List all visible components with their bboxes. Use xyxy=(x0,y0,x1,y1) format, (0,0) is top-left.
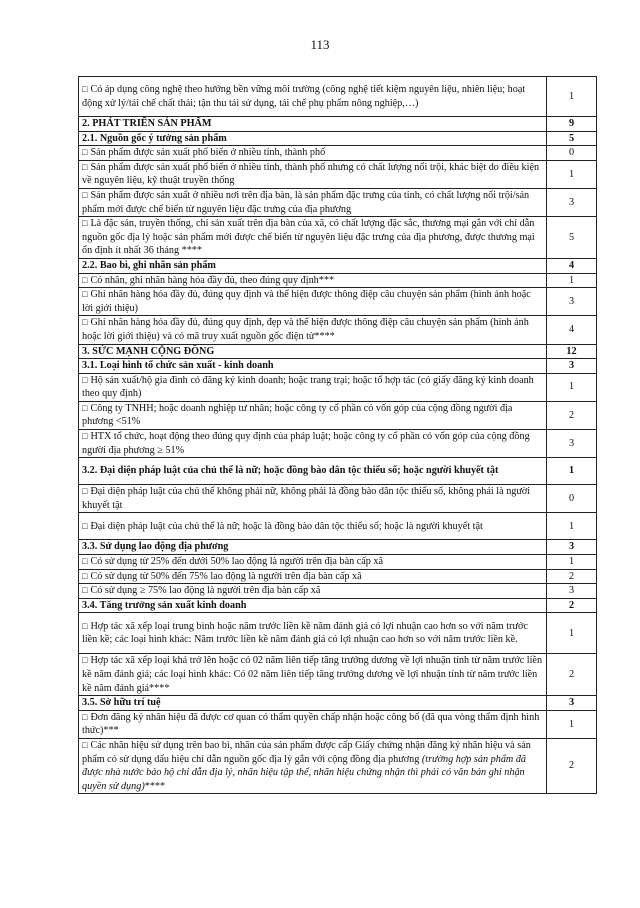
criterion-row xyxy=(79,217,597,259)
score-cell: 1 xyxy=(547,273,597,288)
criterion-text xyxy=(79,316,547,344)
criterion-text xyxy=(79,613,547,654)
score-cell: 1 xyxy=(547,613,597,654)
criterion-text xyxy=(79,555,547,570)
section-row xyxy=(79,344,597,359)
score-cell: 3 xyxy=(547,430,597,458)
criterion-text xyxy=(79,146,547,161)
score-cell: 9 xyxy=(547,117,597,132)
criterion-label: HTX tổ chức, hoạt động theo đúng quy định của pháp luật; hoặc công ty cổ phần có vốn góp của cộng đồng người địa phương ≥ 51% xyxy=(82,431,530,456)
checkbox-icon: □ xyxy=(82,83,88,94)
score-cell: 1 xyxy=(547,77,597,117)
subsection-row xyxy=(79,258,597,273)
subsection-row xyxy=(79,598,597,613)
criterion-note: (trường hợp sản phẩm đã được nhà nước bảo hộ chỉ dẫn địa lý, nhãn hiệu tập thể, nhãn hiệu chứng nhận thì phải có văn bản ghi nhận quyền sử dụng) xyxy=(82,753,527,792)
checkbox-icon: □ xyxy=(82,218,88,229)
criterion-label: 2. PHÁT TRIỂN SẢN PHẨM xyxy=(82,118,212,129)
criterion-text xyxy=(79,540,547,555)
criterion-row xyxy=(79,485,597,513)
criterion-text xyxy=(79,258,547,273)
criterion-label: 3. SỨC MẠNH CỘNG ĐỒNG xyxy=(82,345,215,357)
criterion-row xyxy=(79,654,597,696)
criterion-label: Có sử dụng từ 50% đến 75% lao động là người trên địa bàn cấp xã xyxy=(90,570,362,582)
checkbox-icon: □ xyxy=(82,711,88,722)
criterion-text xyxy=(79,77,547,117)
checkbox-icon: □ xyxy=(82,486,88,497)
checkbox-icon: □ xyxy=(82,289,88,300)
criterion-row xyxy=(79,288,597,316)
subsection-row xyxy=(79,458,597,485)
score-cell: 3 xyxy=(547,359,597,374)
criterion-label: Sản phẩm được sản xuất ở nhiều nơi trên địa bàn, là sản phẩm đặc trưng của tỉnh, có chất lượng nổi trội/sản phẩm mới được chế biến từ nguyên liệu đặc trưng của địa phương xyxy=(82,189,530,215)
criterion-label: 3.3. Sử dụng lao động địa phương xyxy=(82,541,229,553)
page-number: 113 xyxy=(310,37,330,52)
criterion-label: Sản phẩm được sản xuất phổ biến ở nhiều tỉnh, thành phố xyxy=(90,147,326,159)
criterion-label: Là đặc sản, truyền thống, chỉ sản xuất trên địa bàn của xã, có chất lượng đặc sắc, thương mại gắn với chỉ dẫn nguồn gốc địa lý hoặc sản phẩm mới được chế biến từ nguyên liệu đặc trưng của địa phương, được thương mại ổn định ít nhất 36 tháng **** xyxy=(82,218,535,257)
criterion-row xyxy=(79,555,597,570)
score-cell: 4 xyxy=(547,316,597,344)
subsection-row xyxy=(79,359,597,374)
criterion-label: Có áp dụng công nghệ theo hướng bền vững môi trường (công nghệ tiết kiệm nguyên liệu, nhiên liệu; hoạt động xử lý/tái chế chất thải; tận thu tái sử dụng, tái chế phụ phẩm nông nghiệp,…) xyxy=(82,83,526,109)
criterion-text xyxy=(79,458,547,485)
checkbox-icon: □ xyxy=(82,317,88,328)
criterion-text xyxy=(79,584,547,599)
checkbox-icon: □ xyxy=(82,556,88,567)
score-cell: 12 xyxy=(547,344,597,359)
criterion-label: Hộ sản xuất/hộ gia đình có đăng ký kinh doanh; hoặc trang trại; hoặc tổ hợp tác (có giấy đăng ký kinh doanh theo quy định) xyxy=(82,374,534,400)
criterion-row xyxy=(79,710,597,738)
criterion-row xyxy=(79,146,597,161)
criteria-table xyxy=(78,76,597,794)
score-cell: 3 xyxy=(547,696,597,711)
criterion-text xyxy=(79,188,547,216)
criterion-row xyxy=(79,569,597,584)
subsection-row xyxy=(79,131,597,146)
criterion-label: 3.5. Sở hữu trí tuệ xyxy=(82,697,161,709)
criterion-row xyxy=(79,273,597,288)
criterion-text xyxy=(79,117,547,132)
criterion-text xyxy=(79,217,547,259)
criterion-text xyxy=(79,160,547,188)
criterion-row xyxy=(79,160,597,188)
checkbox-icon: □ xyxy=(82,620,88,631)
criterion-text xyxy=(79,513,547,540)
criterion-row xyxy=(79,613,597,654)
checkbox-icon: □ xyxy=(82,739,88,750)
score-cell: 3 xyxy=(547,540,597,555)
checkbox-icon: □ xyxy=(82,431,88,442)
checkbox-icon: □ xyxy=(82,274,88,285)
criterion-row xyxy=(79,430,597,458)
criterion-text xyxy=(79,598,547,613)
score-cell: 2 xyxy=(547,401,597,429)
score-cell: 0 xyxy=(547,146,597,161)
criterion-text xyxy=(79,485,547,513)
criterion-text xyxy=(79,131,547,146)
criterion-text xyxy=(79,654,547,696)
criterion-label: Công ty TNHH; hoặc doanh nghiệp tư nhân; hoặc công ty cổ phần có vốn góp của cộng đồng người địa phương <51% xyxy=(82,402,513,428)
criterion-text xyxy=(79,344,547,359)
criterion-text xyxy=(79,401,547,429)
criterion-text xyxy=(79,738,547,793)
checkbox-icon: □ xyxy=(82,147,88,158)
score-cell: 2 xyxy=(547,654,597,696)
score-cell: 5 xyxy=(547,131,597,146)
checkbox-icon: □ xyxy=(82,520,88,531)
criterion-text xyxy=(79,569,547,584)
checkbox-icon: □ xyxy=(82,585,88,596)
criterion-row xyxy=(79,373,597,401)
criterion-row xyxy=(79,738,597,793)
criterion-label: Có nhãn, ghi nhãn hàng hóa đầy đủ, theo đúng quy định*** xyxy=(90,274,335,286)
score-cell: 2 xyxy=(547,738,597,793)
score-cell: 3 xyxy=(547,288,597,316)
criterion-label: Ghi nhãn hàng hóa đầy đủ, đúng quy định và thể hiện được thông điệp câu chuyện sản phẩm (hình ảnh hoặc lời giới thiệu) xyxy=(82,289,531,314)
criterion-text xyxy=(79,359,547,374)
criterion-label: 2.1. Nguồn gốc ý tưởng sản phẩm xyxy=(82,132,227,144)
criterion-text xyxy=(79,696,547,711)
subsection-row xyxy=(79,696,597,711)
criterion-label: Các nhãn hiệu sử dụng trên bao bì, nhãn của sản phẩm được cấp Giấy chứng nhận đăng ký nhãn hiệu và sản phẩm có sử dụng dấu hiệu chỉ dẫn nguồn gốc địa lý gắn với cộng đồng địa phương xyxy=(82,739,531,765)
score-cell: 3 xyxy=(547,584,597,599)
score-cell: 5 xyxy=(547,217,597,259)
criterion-row xyxy=(79,188,597,216)
criterion-text xyxy=(79,430,547,458)
score-cell: 4 xyxy=(547,258,597,273)
section-row xyxy=(79,117,597,132)
criterion-row xyxy=(79,316,597,344)
criterion-label: 3.4. Tăng trưởng sản xuất kinh doanh xyxy=(82,599,247,611)
checkbox-icon: □ xyxy=(82,161,88,172)
criterion-row xyxy=(79,77,597,117)
criterion-label: Hợp tác xã xếp loại khá trở lên hoặc có 02 năm liên tiếp tăng trưởng dương về lợi nhuận tính từ năm trước liền kề năm đánh giá; các loại hình khác: Có 02 năm liên tiếp tăng trưởng dương về lợi nhuận tính từ năm trước liền kề năm đánh giá**** xyxy=(82,655,543,694)
criterion-row xyxy=(79,401,597,429)
score-cell: 1 xyxy=(547,555,597,570)
checkbox-icon: □ xyxy=(82,655,88,666)
criterion-label: 3.1. Loại hình tổ chức sản xuất - kinh doanh xyxy=(82,360,274,372)
criterion-label: 3.2. Đại diện pháp luật của chủ thể là nữ; hoặc đồng bào dân tộc thiểu số; hoặc người khuyết tật xyxy=(82,465,499,477)
criterion-label: Hợp tác xã xếp loại trung bình hoặc năm trước liền kề năm đánh giá có lợi nhuận cao hơn so với năm trước liền kề; các loại hình khác: Năm trước liền kề năm đánh giá có lợi nhuận cao hơn so với năm trước liền kề. xyxy=(82,620,528,646)
criterion-label: Có sử dụng ≥ 75% lao động là người trên địa bàn cấp xã xyxy=(90,585,321,597)
subsection-row xyxy=(79,540,597,555)
criterion-label: Ghi nhãn hàng hóa đầy đủ, đúng quy định, đẹp và thể hiện được thông điệp câu chuyện sản phẩm (hình ảnh hoặc lời giới thiệu) và có mã truy xuất nguồn gốc điện tử**** xyxy=(82,317,529,342)
criterion-row xyxy=(79,513,597,540)
score-cell: 1 xyxy=(547,160,597,188)
score-cell: 1 xyxy=(547,458,597,485)
criterion-label: Đại diện pháp luật của chủ thể không phải nữ, không phải là đồng bào dân tộc thiểu số, không phải là người khuyết tật xyxy=(82,486,531,511)
criterion-label: 2.2. Bao bì, ghi nhãn sản phẩm xyxy=(82,259,216,271)
score-cell: 1 xyxy=(547,373,597,401)
criterion-text xyxy=(79,373,547,401)
checkbox-icon: □ xyxy=(82,374,88,385)
checkbox-icon: □ xyxy=(82,402,88,413)
criterion-row xyxy=(79,584,597,599)
criterion-text xyxy=(79,273,547,288)
criterion-label: Đơn đăng ký nhãn hiệu đã được cơ quan có thẩm quyền chấp nhận hoặc công bố (đã qua vòng thẩm định hình thức)*** xyxy=(82,711,540,737)
criterion-label: Sản phẩm được sản xuất phổ biến ở nhiều tỉnh, thành phố nhưng có chất lượng nổi trội, khác biệt do điều kiện về nguyên liệu, kỹ thuật truyền thống xyxy=(82,161,540,187)
score-cell: 0 xyxy=(547,485,597,513)
score-cell: 2 xyxy=(547,569,597,584)
checkbox-icon: □ xyxy=(82,189,88,200)
checkbox-icon: □ xyxy=(82,570,88,581)
score-cell: 1 xyxy=(547,710,597,738)
criterion-text xyxy=(79,710,547,738)
score-cell: 3 xyxy=(547,188,597,216)
score-cell: 1 xyxy=(547,513,597,540)
criterion-label: Đại diện pháp luật của chủ thể là nữ; hoặc là đồng bào dân tộc thiểu số; hoặc là người khuyết tật xyxy=(90,520,483,532)
criterion-label: Có sử dụng từ 25% đến dưới 50% lao động là người trên địa bàn cấp xã xyxy=(90,556,384,568)
criterion-mark: **** xyxy=(144,780,166,792)
criterion-text xyxy=(79,288,547,316)
score-cell: 2 xyxy=(547,598,597,613)
